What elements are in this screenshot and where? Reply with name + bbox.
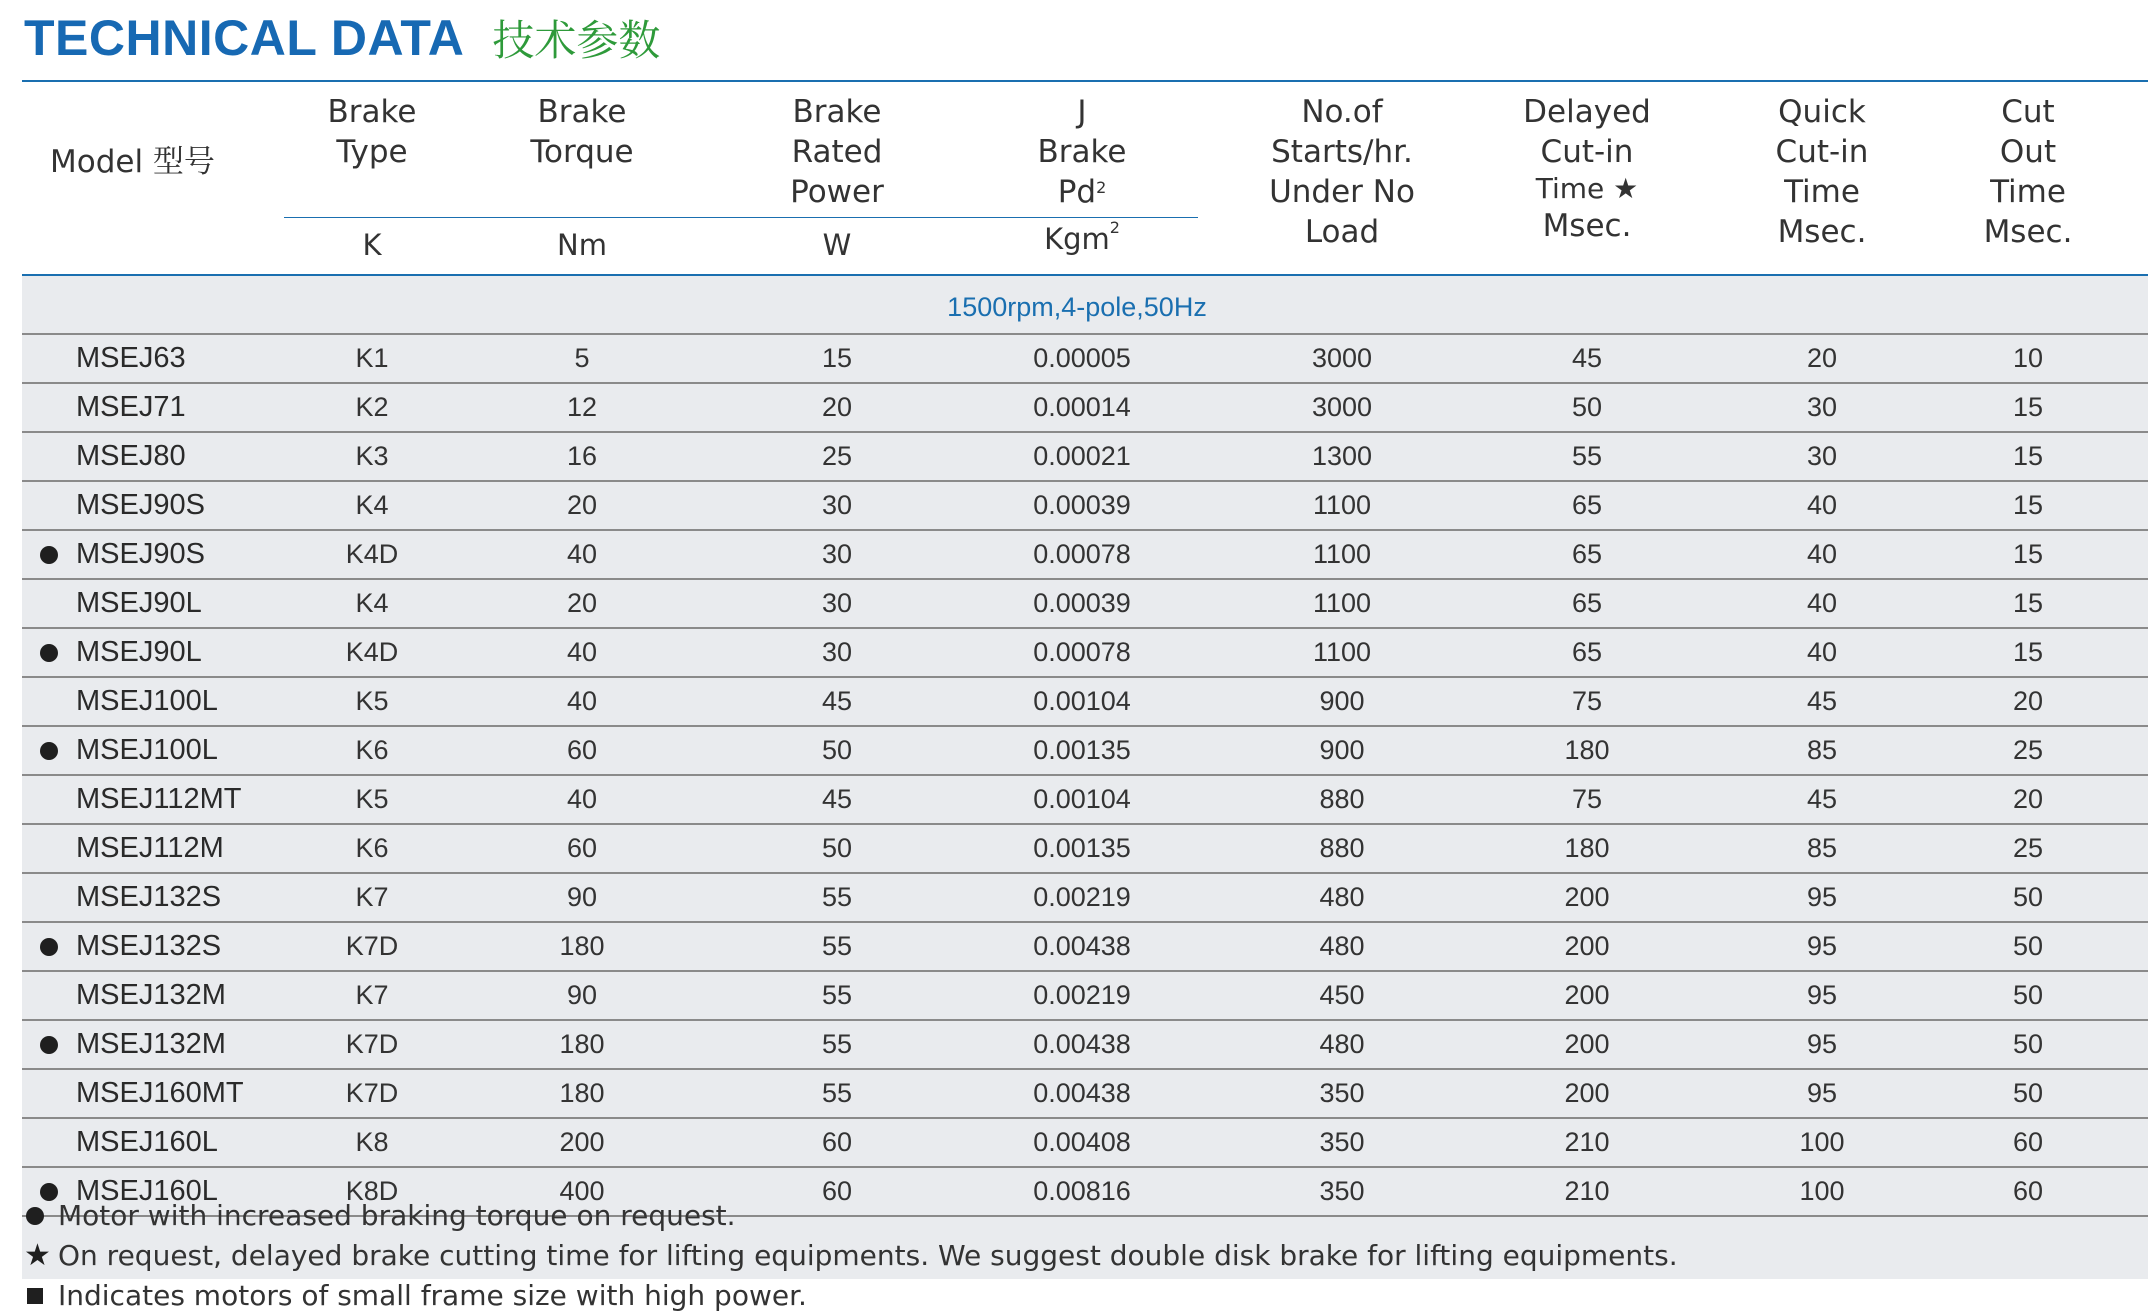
cell-delayed: 200	[1564, 980, 1610, 1010]
cell-model: MSEJ160L	[76, 1126, 218, 1158]
cell-j: 0.00438	[1033, 1078, 1131, 1108]
cell-model: MSEJ160MT	[76, 1077, 244, 1109]
table-row	[22, 529, 2148, 578]
cell-delayed: 200	[1564, 931, 1610, 961]
cell-power: 30	[821, 637, 853, 667]
bullet-icon	[26, 1207, 44, 1225]
cell-power: 50	[821, 735, 853, 765]
cell-type: K6	[355, 735, 389, 765]
cell-torque: 20	[566, 490, 598, 520]
bullet-icon	[40, 1036, 58, 1054]
cell-type: K8	[355, 1127, 389, 1157]
bullet-icon	[40, 644, 58, 662]
bullet-icon	[40, 742, 58, 760]
header-starts: No.of Starts/hr. Under No Load	[1269, 94, 1415, 250]
cell-quick: 45	[1806, 784, 1838, 814]
cell-j: 0.00135	[1033, 833, 1131, 863]
cell-cutout: 50	[2012, 980, 2044, 1010]
cell-torque: 180	[559, 931, 605, 961]
cell-j: 0.00438	[1033, 1029, 1131, 1059]
cell-delayed: 210	[1564, 1176, 1610, 1206]
cell-cutout: 15	[2012, 392, 2044, 422]
cell-type: K4D	[345, 539, 399, 569]
cell-starts: 880	[1319, 784, 1365, 814]
cell-delayed: 65	[1571, 588, 1603, 618]
cell-starts: 480	[1319, 1029, 1365, 1059]
table-row	[22, 921, 2148, 970]
cell-cutout: 10	[2012, 343, 2044, 373]
cell-torque: 180	[559, 1029, 605, 1059]
table-row	[22, 333, 2148, 382]
cell-j: 0.00078	[1033, 637, 1131, 667]
header-top-rule	[22, 80, 2148, 82]
unit-divider	[284, 217, 1198, 218]
cell-model: MSEJ90L	[76, 587, 202, 619]
cell-cutout: 20	[2012, 784, 2044, 814]
cell-quick: 95	[1806, 882, 1838, 912]
cell-power: 30	[821, 539, 853, 569]
cell-starts: 450	[1319, 980, 1365, 1010]
cell-j: 0.00104	[1033, 686, 1131, 716]
table-row	[22, 480, 2148, 529]
cell-delayed: 75	[1571, 784, 1603, 814]
table-row	[22, 431, 2148, 480]
cell-starts: 480	[1319, 882, 1365, 912]
cell-type: K7	[355, 882, 389, 912]
cell-type: K3	[355, 441, 389, 471]
table-row	[22, 725, 2148, 774]
cell-quick: 95	[1806, 1078, 1838, 1108]
cell-model: MSEJ90L	[76, 636, 202, 668]
cell-cutout: 20	[2012, 686, 2044, 716]
cell-type: K4	[355, 588, 389, 618]
table-row	[22, 970, 2148, 1019]
cell-power: 55	[821, 931, 853, 961]
cell-power: 15	[821, 343, 853, 373]
cell-j: 0.00039	[1033, 588, 1131, 618]
cell-model: MSEJ90S	[76, 489, 205, 521]
cell-quick: 40	[1806, 637, 1838, 667]
cell-quick: 100	[1799, 1176, 1845, 1206]
cell-delayed: 200	[1564, 882, 1610, 912]
cell-cutout: 15	[2012, 588, 2044, 618]
cell-cutout: 15	[2012, 637, 2044, 667]
cell-model: MSEJ90S	[76, 538, 205, 570]
cell-starts: 1100	[1312, 539, 1372, 569]
data-table	[22, 333, 2148, 1217]
cell-torque: 12	[566, 392, 598, 422]
cell-torque: 40	[566, 539, 598, 569]
cell-starts: 3000	[1311, 392, 1373, 422]
cell-starts: 1100	[1312, 490, 1372, 520]
cell-j: 0.00816	[1033, 1176, 1131, 1206]
cell-torque: 90	[566, 882, 598, 912]
cell-starts: 480	[1319, 931, 1365, 961]
cell-type: K5	[355, 784, 389, 814]
cell-starts: 350	[1319, 1176, 1365, 1206]
cell-quick: 30	[1806, 441, 1838, 471]
header-brake-torque: Brake Torque	[530, 94, 634, 170]
cell-delayed: 75	[1571, 686, 1603, 716]
cell-model: MSEJ112M	[76, 832, 224, 864]
cell-starts: 350	[1319, 1127, 1365, 1157]
star-icon: ★	[1613, 172, 1639, 205]
cell-model: MSEJ132S	[76, 881, 222, 913]
header-brake-type: Brake Type	[327, 94, 417, 170]
footnote-square: Indicates motors of small frame size with high power.	[24, 1276, 1678, 1316]
cell-power: 30	[821, 490, 853, 520]
cell-starts: 880	[1319, 833, 1365, 863]
cell-torque: 60	[566, 735, 598, 765]
speed-condition-label: 1500rpm,4-pole,50Hz	[947, 292, 1207, 322]
footnotes	[24, 1196, 1678, 1316]
cell-delayed: 55	[1571, 441, 1603, 471]
title-english: TECHNICAL DATA	[24, 10, 465, 66]
cell-starts: 1300	[1311, 441, 1373, 471]
cell-delayed: 200	[1564, 1029, 1610, 1059]
cell-power: 45	[821, 686, 853, 716]
table-row	[22, 872, 2148, 921]
cell-type: K8D	[345, 1176, 399, 1206]
cell-quick: 45	[1806, 686, 1838, 716]
table-row	[22, 1068, 2148, 1117]
cell-power: 55	[821, 882, 853, 912]
cell-torque: 400	[559, 1176, 605, 1206]
cell-model: MSEJ132M	[76, 979, 226, 1011]
cell-j: 0.00438	[1033, 931, 1131, 961]
cell-j: 0.00219	[1033, 980, 1131, 1010]
cell-delayed: 65	[1571, 637, 1603, 667]
cell-delayed: 180	[1564, 833, 1610, 863]
table-row	[22, 774, 2148, 823]
cell-type: K7D	[345, 931, 399, 961]
cell-model: MSEJ112MT	[76, 783, 242, 815]
cell-power: 20	[821, 392, 853, 422]
cell-j: 0.00014	[1033, 392, 1131, 422]
cell-torque: 60	[566, 833, 598, 863]
cell-starts: 900	[1319, 735, 1365, 765]
bullet-icon	[40, 546, 58, 564]
cell-delayed: 65	[1571, 539, 1603, 569]
cell-torque: 5	[574, 343, 590, 373]
cell-torque: 90	[566, 980, 598, 1010]
cell-torque: 200	[559, 1127, 605, 1157]
cell-power: 55	[821, 1078, 853, 1108]
cell-j: 0.00408	[1033, 1127, 1131, 1157]
title-chinese: 技术参数	[492, 16, 661, 65]
table-row	[22, 578, 2148, 627]
unit-torque: Nm	[557, 228, 607, 262]
cell-starts: 1100	[1312, 588, 1372, 618]
cell-starts: 350	[1319, 1078, 1365, 1108]
table-row	[22, 627, 2148, 676]
cell-delayed: 180	[1564, 735, 1610, 765]
cell-cutout: 60	[2012, 1176, 2044, 1206]
table-row	[22, 676, 2148, 725]
cell-torque: 40	[566, 784, 598, 814]
cell-starts: 900	[1319, 686, 1365, 716]
cell-cutout: 50	[2012, 1029, 2044, 1059]
footnote-star: ★ On request, delayed brake cutting time for lifting equipments. We suggest double disk brake for lifting equipments.	[24, 1236, 1678, 1276]
cell-quick: 40	[1806, 539, 1838, 569]
unit-power: W	[822, 228, 852, 262]
cell-power: 60	[821, 1176, 853, 1206]
cell-cutout: 60	[2012, 1127, 2044, 1157]
cell-type: K4D	[345, 637, 399, 667]
cell-torque: 40	[566, 686, 598, 716]
star-icon: ★	[24, 1238, 51, 1273]
cell-model: MSEJ132M	[76, 1028, 226, 1060]
cell-model: MSEJ71	[76, 391, 186, 423]
header-quick: Quick Cut-in Time Msec.	[1775, 94, 1869, 250]
page-title	[24, 6, 660, 70]
cell-model: MSEJ160L	[76, 1175, 218, 1207]
header-model: Model 型号	[50, 144, 215, 180]
cell-type: K6	[355, 833, 389, 863]
table-row	[22, 382, 2148, 431]
table-row	[22, 823, 2148, 872]
cell-delayed: 50	[1571, 392, 1603, 422]
cell-type: K4	[355, 490, 389, 520]
cell-cutout: 15	[2012, 539, 2044, 569]
cell-power: 55	[821, 1029, 853, 1059]
cell-cutout: 25	[2012, 735, 2044, 765]
cell-power: 25	[821, 441, 853, 471]
cell-quick: 95	[1806, 1029, 1838, 1059]
cell-cutout: 25	[2012, 833, 2044, 863]
cell-model: MSEJ132S	[76, 930, 222, 962]
cell-type: K1	[355, 343, 389, 373]
cell-delayed: 200	[1564, 1078, 1610, 1108]
cell-model: MSEJ100L	[76, 685, 218, 717]
cell-delayed: 65	[1571, 490, 1603, 520]
cell-type: K7D	[345, 1078, 399, 1108]
header-j-brake: J Brake Pd$^2$	[1037, 94, 1127, 210]
header-delayed: Delayed Cut-in Time ★ Msec.	[1523, 94, 1651, 244]
cell-type: K7D	[345, 1029, 399, 1059]
cell-power: 45	[821, 784, 853, 814]
cell-model: MSEJ80	[76, 440, 186, 472]
cell-power: 55	[821, 980, 853, 1010]
cell-quick: 85	[1806, 833, 1838, 863]
cell-cutout: 15	[2012, 490, 2044, 520]
cell-type: K7	[355, 980, 389, 1010]
cell-quick: 100	[1799, 1127, 1845, 1157]
cell-j: 0.00039	[1033, 490, 1131, 520]
cell-cutout: 50	[2012, 882, 2044, 912]
cell-j: 0.00005	[1033, 343, 1131, 373]
bullet-icon	[40, 938, 58, 956]
cell-quick: 85	[1806, 735, 1838, 765]
cell-cutout: 50	[2012, 1078, 2044, 1108]
header-rated-power: Brake Rated Power	[790, 94, 884, 210]
cell-torque: 16	[566, 441, 598, 471]
cell-quick: 40	[1806, 588, 1838, 618]
cell-quick: 40	[1806, 490, 1838, 520]
table-row	[22, 1117, 2148, 1166]
unit-type: K	[362, 228, 382, 262]
cell-quick: 20	[1806, 343, 1838, 373]
cell-j: 0.00135	[1033, 735, 1131, 765]
cell-j: 0.00104	[1033, 784, 1131, 814]
unit-inertia: Kgm$^2$	[1044, 218, 1120, 256]
cell-power: 50	[821, 833, 853, 863]
cell-starts: 3000	[1311, 343, 1373, 373]
cell-type: K2	[355, 392, 389, 422]
cell-torque: 40	[566, 637, 598, 667]
cell-starts: 1100	[1312, 637, 1372, 667]
cell-power: 30	[821, 588, 853, 618]
cell-model: MSEJ63	[76, 342, 186, 374]
square-icon	[27, 1288, 43, 1304]
cell-model: MSEJ100L	[76, 734, 218, 766]
cell-j: 0.00021	[1033, 441, 1131, 471]
cell-torque: 180	[559, 1078, 605, 1108]
cell-j: 0.00219	[1033, 882, 1131, 912]
cell-quick: 30	[1806, 392, 1838, 422]
header-cutout: Cut Out Time Msec.	[1983, 94, 2073, 250]
cell-torque: 20	[566, 588, 598, 618]
cell-quick: 95	[1806, 980, 1838, 1010]
cell-delayed: 210	[1564, 1127, 1610, 1157]
cell-cutout: 15	[2012, 441, 2044, 471]
cell-quick: 95	[1806, 931, 1838, 961]
cell-type: K5	[355, 686, 389, 716]
cell-j: 0.00078	[1033, 539, 1131, 569]
cell-delayed: 45	[1571, 343, 1603, 373]
table-row	[22, 1019, 2148, 1068]
cell-power: 60	[821, 1127, 853, 1157]
cell-cutout: 50	[2012, 931, 2044, 961]
footnote-bullet: Motor with increased braking torque on request.	[24, 1196, 1678, 1236]
